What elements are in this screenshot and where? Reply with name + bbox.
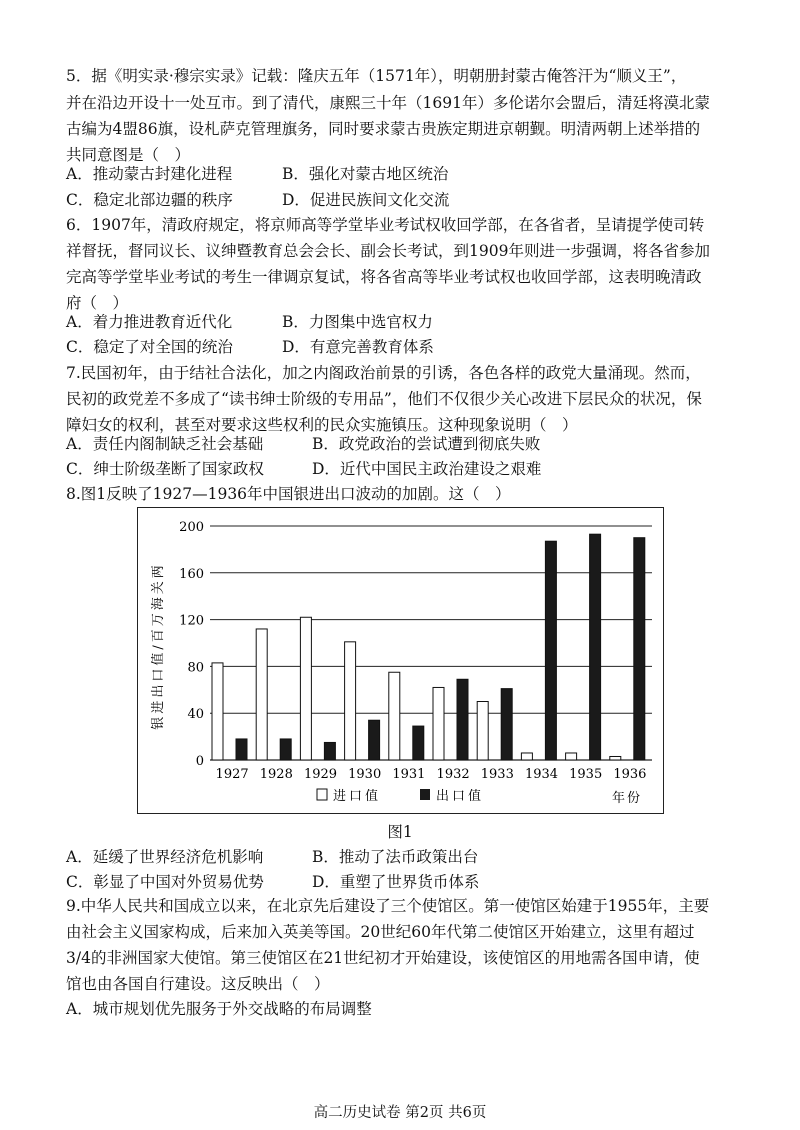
q8-option-c[interactable]: C．彰显了中国对外贸易优势 [66, 873, 264, 891]
export-bar-1927 [236, 739, 247, 760]
q5-option-d[interactable]: D．促进民族间文化交流 [282, 191, 450, 209]
q5-option-a[interactable]: A．推动蒙古封建化进程 [66, 165, 233, 183]
q9-line-4: 馆也由各国自行建设。这反映出（ ） [66, 975, 330, 993]
x-tick-label: 1936 [613, 767, 647, 782]
q9-line-2: 由社会主义国家构成，后来加入英美等国。20世纪60年代第二使馆区开始建立，这里有超过 [66, 923, 695, 941]
q7-line-3: 障妇女的权利，甚至对要求这些权利的民众实施镇压。这种现象说明（ ） [66, 416, 578, 434]
y-tick-label: 200 [179, 520, 204, 535]
y-tick-label: 0 [195, 754, 204, 769]
q5-line-3: 古编为4盟86旗，设札萨克管理旗务，同时要求蒙古贵族定期进京朝觐。明清两朝上述举措的 [66, 120, 701, 138]
q5-option-b[interactable]: B．强化对蒙古地区统治 [282, 165, 449, 183]
y-tick-label: 80 [187, 660, 204, 676]
q7-line-1: 7.民国初年，由于结社合法化，加之内阁政治前景的引诱，各色各样的政党大量涌现。然而， [66, 364, 701, 382]
q9-option-a[interactable]: A．城市规划优先服务于外交战略的布局调整 [66, 1000, 372, 1018]
import-bar-1929 [300, 617, 311, 760]
export-bar-1930 [369, 720, 380, 760]
legend-export-swatch [420, 789, 430, 800]
y-tick-label: 160 [179, 566, 204, 582]
import-bar-1936 [610, 756, 621, 760]
q7-option-b[interactable]: B．政党政治的尝试遭到彻底失败 [312, 435, 541, 453]
import-bar-1927 [212, 663, 223, 760]
x-tick-label: 1927 [215, 767, 249, 782]
x-tick-label: 1930 [348, 767, 382, 782]
x-tick-label: 1928 [259, 767, 293, 782]
q9-line-1: 9.中华人民共和国成立以来，在北京先后建设了三个使馆区。第一使馆区始建于1955年，主要 [66, 897, 710, 915]
x-tick-label: 1931 [392, 767, 426, 782]
import-bar-1935 [566, 753, 577, 760]
figure-caption: 图1 [387, 823, 413, 841]
export-bar-1936 [634, 538, 645, 760]
q6-option-b[interactable]: B．力图集中选官权力 [282, 313, 433, 331]
q7-line-2: 民初的政党差不多成了“读书绅士阶级的专用品”，他们不仅很少关心改进下层民众的状况，保 [66, 390, 702, 408]
export-bar-1931 [413, 726, 424, 760]
chart-svg [138, 508, 662, 812]
import-bar-1928 [256, 629, 267, 760]
import-bar-1932 [433, 687, 444, 760]
q7-option-a[interactable]: A．责任内阁制缺乏社会基础 [66, 435, 264, 453]
q6-option-c[interactable]: C．稳定了对全国的统治 [66, 338, 233, 356]
chart-legend [317, 788, 484, 804]
q6-line-4: 府（ ） [66, 294, 129, 312]
export-bar-1928 [280, 739, 291, 760]
export-bar-1935 [590, 534, 601, 760]
q9-line-3: 3/4的非洲国家大使馆。第三使馆区在21世纪初才开始建设，该使馆区的用地需各国申请，使 [66, 949, 700, 967]
q8-option-d[interactable]: D．重塑了世界货币体系 [312, 873, 480, 891]
chart-x-axis-label: 年份 [612, 791, 643, 806]
legend-import-swatch [317, 789, 327, 800]
q8-stem: 8.图1反映了1927—1936年中国银进出口波动的加剧。这（ ） [66, 485, 511, 503]
export-bar-1929 [324, 742, 335, 760]
q5-option-c[interactable]: C．稳定北部边疆的秩序 [66, 191, 233, 209]
y-tick-label: 40 [187, 707, 204, 723]
q5-line-2: 并在沿边开设十一处互市。到了清代，康熙三十年（1691年）多伦诺尔会盟后，清廷将漠北蒙 [66, 94, 710, 112]
q7-option-d[interactable]: D．近代中国民主政治建设之艰难 [312, 460, 542, 478]
q5-line-1: 5．据《明实录·穆宗实录》记载：隆庆五年（1571年），明朝册封蒙古俺答汗为“顺义王”， [66, 67, 687, 85]
q6-line-2: 祥督抚，督同议长、议绅暨教育总会会长、副会长考试，到1909年则进一步强调，将各省参加 [66, 242, 710, 260]
q5-line-4: 共同意图是（ ） [66, 146, 191, 164]
chart-y-axis-label: 银进出口值/百万海关两 [151, 562, 166, 730]
q8-option-b[interactable]: B．推动了法币政策出台 [312, 848, 479, 866]
chart-bars [212, 534, 645, 760]
q6-option-a[interactable]: A．着力推进教育近代化 [66, 313, 233, 331]
q7-option-c[interactable]: C．绅士阶级垄断了国家政权 [66, 460, 264, 478]
page-footer: 高二历史试卷 第2页 共6页 [313, 1105, 487, 1121]
import-bar-1930 [345, 642, 356, 760]
x-tick-label: 1935 [569, 767, 603, 782]
export-bar-1934 [545, 541, 556, 760]
import-bar-1933 [477, 702, 488, 761]
q8-option-a[interactable]: A．延缓了世界经济危机影响 [66, 848, 264, 866]
x-tick-label: 1929 [303, 767, 338, 782]
chart-gridlines [210, 526, 652, 760]
x-tick-label: 1934 [524, 767, 559, 782]
silver-trade-chart [137, 507, 664, 814]
legend-import-label: 进口值 [333, 789, 382, 804]
export-bar-1932 [457, 679, 468, 760]
import-bar-1931 [389, 672, 400, 760]
export-bar-1933 [501, 689, 512, 760]
import-bar-1934 [521, 753, 532, 760]
y-tick-label: 120 [179, 613, 204, 629]
q6-line-3: 完高等学堂毕业考试的考生一律调京复试，将各省高等毕业考试权也收回学部，这表明晚清政 [66, 268, 702, 286]
x-tick-label: 1933 [480, 767, 514, 782]
q6-line-1: 6．1907年，清政府规定，将京师高等学堂毕业考试权收回学部，在各省者，呈请提学使司转 [66, 216, 705, 234]
q6-option-d[interactable]: D．有意完善教育体系 [282, 338, 434, 356]
legend-export-label: 出口值 [436, 789, 485, 804]
x-tick-label: 1932 [436, 767, 470, 782]
